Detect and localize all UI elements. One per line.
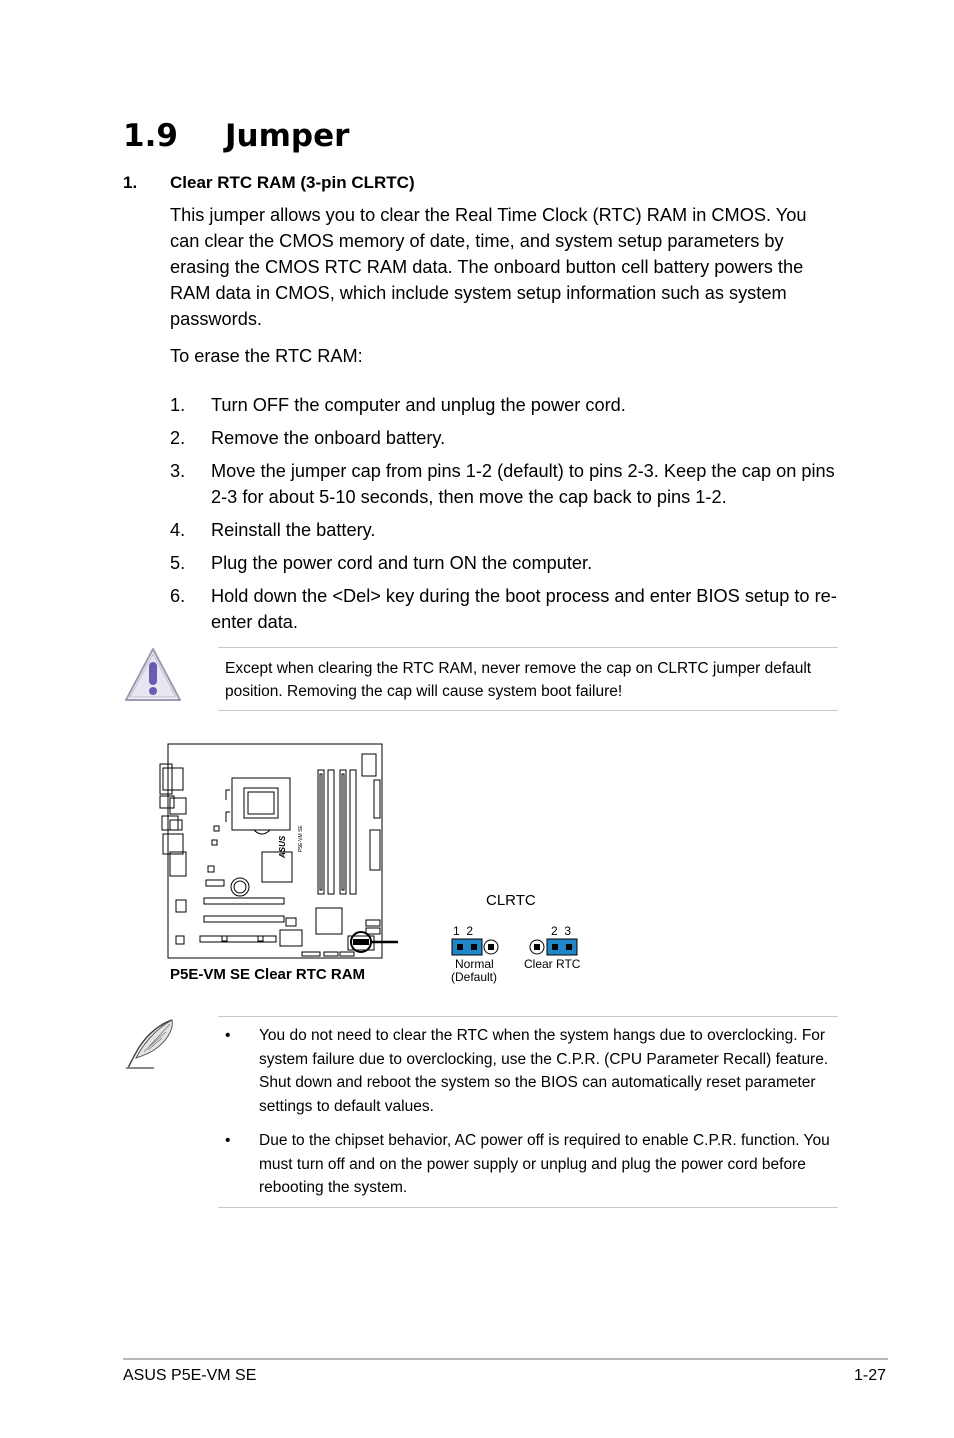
- note-item: • You do not need to clear the RTC when the system hangs due to overclocking. For system failure due to overclocking, use the C.P.R. (CPU Parameter Recall) feature. Shut down and reboot the system so the BIOS can automatically reset parameter settings to default values.: [225, 1027, 829, 1115]
- description-paragraph: This jumper allows you to clear the Real Time Clock (RTC) RAM in CMOS. You can clear the CMOS memory of date, time, and system setup parameters by erasing the CMOS RTC RAM data. The onboard button cell battery powers the RAM data in CMOS, which include system setup information such as system passwords.: [170, 205, 807, 329]
- jumper-name-label: CLRTC: [486, 892, 536, 909]
- note-item: • Due to the chipset behavior, AC power off is required to enable C.P.R. function. You must turn off and on the power supply or unplug and plug the power cord before rebooting the system.: [225, 1132, 830, 1196]
- warning-bottom-rule: [218, 710, 838, 711]
- clear-label: Clear RTC: [524, 957, 581, 971]
- board-model-label: P5E-VM SE: [298, 825, 304, 852]
- section-heading: Jumper: [225, 118, 350, 154]
- footer-product: ASUS P5E-VM SE: [123, 1367, 257, 1384]
- step-item: 3. Move the jumper cap from pins 1-2 (default) to pins 2-3. Keep the cap on pins 2-3 for about 5-10 seconds, then move the cap back to pins 1-2.: [170, 461, 835, 507]
- warning-text: Except when clearing the RTC RAM, never remove the cap on CLRTC jumper default position. Removing the cap will cause system boot failure!: [225, 660, 812, 700]
- item-heading: Clear RTC RAM (3-pin CLRTC): [170, 173, 415, 192]
- warning-icon: [122, 645, 184, 705]
- item-number: 1.: [123, 173, 138, 192]
- footer-page-number: 1-27: [853, 1367, 886, 1384]
- step-item: 1. Turn OFF the computer and unplug the power cord.: [170, 395, 626, 415]
- erase-intro: To erase the RTC RAM:: [170, 346, 363, 366]
- normal-jumper-graphic: [451, 937, 499, 957]
- warning-top-rule: [218, 647, 838, 648]
- figure-caption: P5E-VM SE Clear RTC RAM: [170, 966, 366, 983]
- normal-label: Normal: [455, 957, 494, 971]
- feather-pen-icon: [120, 1016, 180, 1072]
- step-item: 6. Hold down the <Del> key during the boot process and enter BIOS setup to re-enter data.: [170, 586, 837, 632]
- clear-jumper-graphic: [529, 937, 579, 957]
- step-item: 2. Remove the onboard battery.: [170, 428, 446, 448]
- normal-pin-numbers: 1 2: [453, 924, 474, 938]
- motherboard-diagram: [158, 740, 398, 962]
- asus-brand-label: ASUS: [278, 835, 287, 858]
- footer-rule: [123, 1358, 888, 1360]
- steps-list: [170, 392, 850, 642]
- note-top-rule: [218, 1016, 838, 1017]
- step-item: 5. Plug the power cord and turn ON the computer.: [170, 553, 593, 573]
- note-bottom-rule: [218, 1207, 838, 1208]
- clear-pin-numbers: 2 3: [551, 924, 572, 938]
- step-item: 4. Reinstall the battery.: [170, 520, 376, 540]
- section-number: 1.9: [123, 118, 178, 154]
- note-list: [225, 1024, 835, 1211]
- normal-sublabel: (Default): [451, 970, 498, 984]
